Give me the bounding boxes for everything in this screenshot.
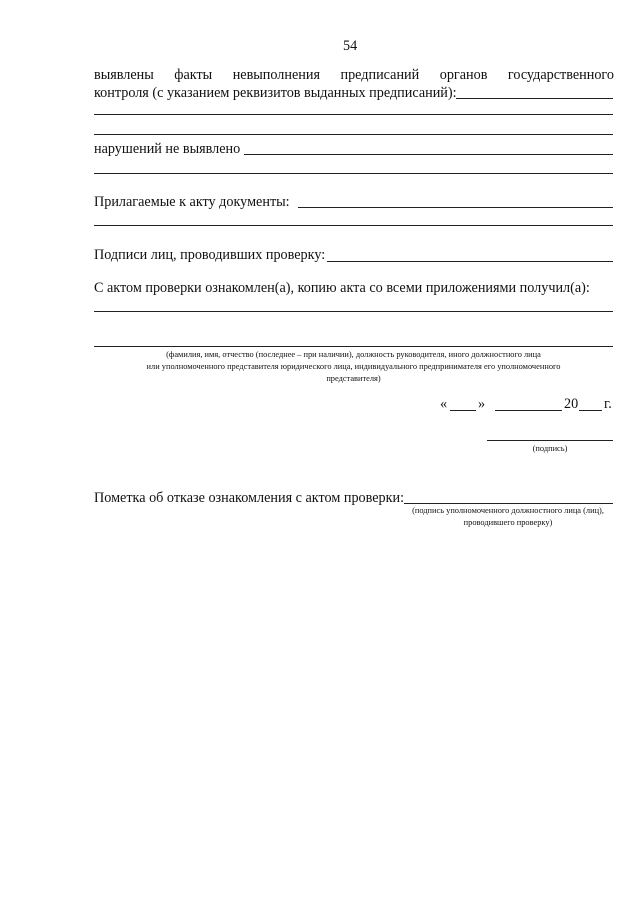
violations-line-2: контроля (с указанием реквизитов выданных предписаний): [94, 85, 457, 101]
person-caption-line-2: или уполномоченного представителя юридического лица, индивидуального предпринимателя его уполномоченного [146, 362, 561, 371]
refusal-label: Пометка об отказе ознакомления с актом проверки: [94, 490, 405, 506]
violations-word: факты [174, 67, 213, 83]
date-month-field[interactable] [495, 410, 562, 411]
refusal-caption-line-2: проводившего проверку) [463, 518, 553, 527]
violations-word: государственного [507, 67, 614, 83]
page-number: 54 [343, 38, 358, 54]
refusal-caption-line-1: (подпись уполномоченного должностного лица (лиц), [412, 506, 604, 515]
fill-line[interactable] [456, 98, 613, 99]
date-suffix: г. [604, 396, 612, 412]
no-violations-label: нарушений не выявлено [94, 141, 241, 157]
fill-line[interactable] [94, 114, 613, 115]
date-open-quote: « [440, 396, 448, 412]
date-close-quote: » [478, 396, 486, 412]
fill-line[interactable] [94, 225, 613, 226]
fill-line[interactable] [94, 346, 613, 347]
person-caption-line-3: представителя) [326, 374, 381, 383]
fill-line[interactable] [244, 154, 613, 155]
fill-line[interactable] [298, 207, 613, 208]
refusal-signature-field[interactable] [404, 503, 613, 504]
signature-caption: (подпись) [532, 444, 568, 453]
violations-line-1 [94, 67, 614, 83]
violations-word: выявлены [94, 67, 154, 83]
fill-line[interactable] [94, 311, 613, 312]
date-century: 20 [564, 396, 579, 412]
person-caption-line-1: (фамилия, имя, отчество (последнее – при наличии), должность руководителя, иного должностного лица [166, 350, 541, 359]
violations-word: предписаний [340, 67, 420, 83]
violations-word: органов [439, 67, 488, 83]
fill-line[interactable] [327, 261, 613, 262]
date-year-field[interactable] [579, 410, 602, 411]
signatures-label: Подписи лиц, проводивших проверку: [94, 247, 326, 263]
signature-field[interactable] [487, 440, 613, 441]
attached-documents-label: Прилагаемые к акту документы: [94, 194, 290, 210]
violations-word: невыполнения [232, 67, 320, 83]
fill-line[interactable] [94, 134, 613, 135]
fill-line[interactable] [94, 173, 613, 174]
acquainted-label: С актом проверки ознакомлен(а), копию акта со всеми приложениями получил(а): [94, 280, 590, 296]
date-day-field[interactable] [450, 410, 476, 411]
